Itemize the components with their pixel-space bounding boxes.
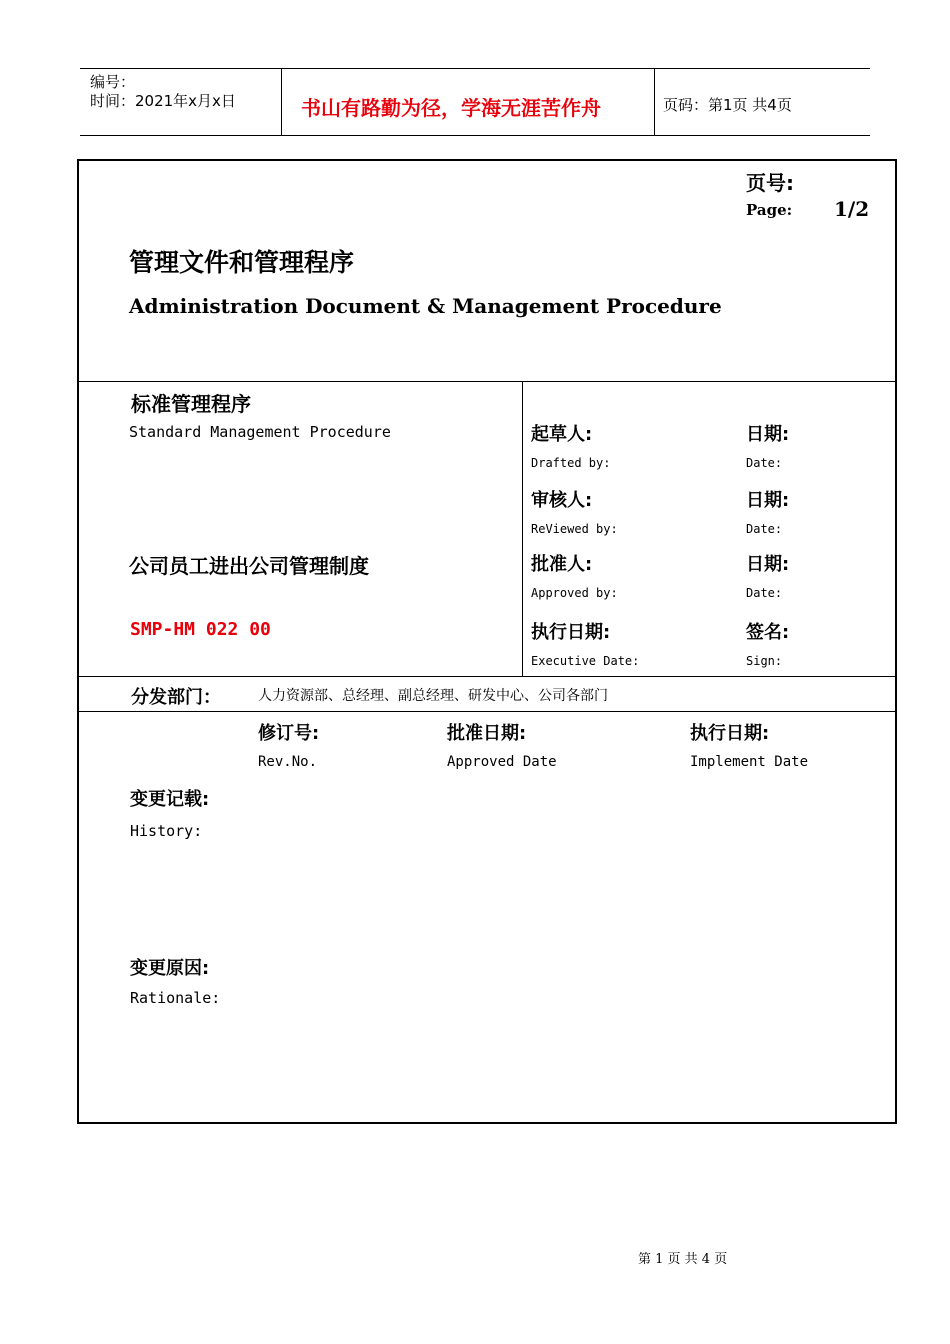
document-title-en: Administration Document & Management Procedure xyxy=(129,294,722,318)
review-date-label-en: Date: xyxy=(746,522,783,536)
footer-page-number: 第 1 页 共 4 页 xyxy=(638,1252,728,1267)
procedure-code: SMP-HM 022 00 xyxy=(130,619,271,640)
sign-label-cn: 签名: xyxy=(746,622,790,643)
approved-date-label-cn: 批准日期: xyxy=(447,723,527,744)
approved-by-label-cn: 批准人: xyxy=(531,554,593,575)
rev-no-label-cn: 修订号: xyxy=(258,723,320,744)
implement-date-label-en: Implement Date xyxy=(690,754,809,770)
distribution-departments: 人力资源部、总经理、副总经理、研发中心、公司各部门 xyxy=(258,688,608,704)
drafted-by-label-cn: 起草人: xyxy=(531,424,593,445)
form-left-border xyxy=(77,159,79,1124)
doc-number-label: 编号： xyxy=(90,73,136,91)
approve-date-label-en: Date: xyxy=(746,586,783,600)
draft-date-label-en: Date: xyxy=(746,456,783,470)
header-motto: 书山有路勤为径，学海无涯苦作舟 xyxy=(301,96,601,120)
header-bottom-rule xyxy=(80,135,870,136)
form-top-border xyxy=(77,159,897,161)
approved-by-label-en: Approved by: xyxy=(531,586,618,600)
sign-label-en: Sign: xyxy=(746,654,783,668)
form-right-border xyxy=(895,159,897,1124)
history-label-en: History: xyxy=(130,822,203,840)
procedure-signoff-divider xyxy=(522,381,523,676)
review-date-label-cn: 日期: xyxy=(746,490,790,511)
rationale-label-en: Rationale: xyxy=(130,989,221,1007)
title-section-divider xyxy=(78,381,896,382)
header-divider-left xyxy=(281,68,282,136)
form-bottom-border xyxy=(77,1122,897,1124)
document-title-cn: 管理文件和管理程序 xyxy=(129,248,355,277)
approve-date-label-cn: 日期: xyxy=(746,554,790,575)
draft-date-label-cn: 日期: xyxy=(746,424,790,445)
procedure-name: 公司员工进出公司管理制度 xyxy=(129,554,369,578)
implement-date-label-cn: 执行日期: xyxy=(690,723,770,744)
page-value: 1/2 xyxy=(834,197,870,221)
distribution-label: 分发部门： xyxy=(131,687,221,708)
header-page-info: 页码：第1页 共4页 xyxy=(663,96,792,114)
drafted-by-label-en: Drafted by: xyxy=(531,456,611,470)
reviewed-by-label-en: ReViewed by: xyxy=(531,522,618,536)
executive-date-label-cn: 执行日期: xyxy=(531,622,611,643)
procedure-category-en: Standard Management Procedure xyxy=(129,423,391,441)
rationale-label-cn: 变更原因: xyxy=(130,958,210,979)
page-label-en: Page: xyxy=(746,201,793,219)
rev-no-label-en: Rev.No. xyxy=(258,754,318,770)
header-top-rule xyxy=(80,68,870,69)
distribution-bottom-rule xyxy=(78,711,896,712)
header-divider-right xyxy=(654,68,655,136)
distribution-top-rule xyxy=(78,676,896,677)
header-date: 时间：2021年x月x日 xyxy=(90,92,236,110)
approved-date-label-en: Approved Date xyxy=(447,754,557,770)
history-label-cn: 变更记载: xyxy=(130,789,210,810)
executive-date-label-en: Executive Date: xyxy=(531,654,640,668)
procedure-category-cn: 标准管理程序 xyxy=(131,392,251,416)
page-label-cn: 页号: xyxy=(746,171,794,195)
reviewed-by-label-cn: 审核人: xyxy=(531,490,593,511)
